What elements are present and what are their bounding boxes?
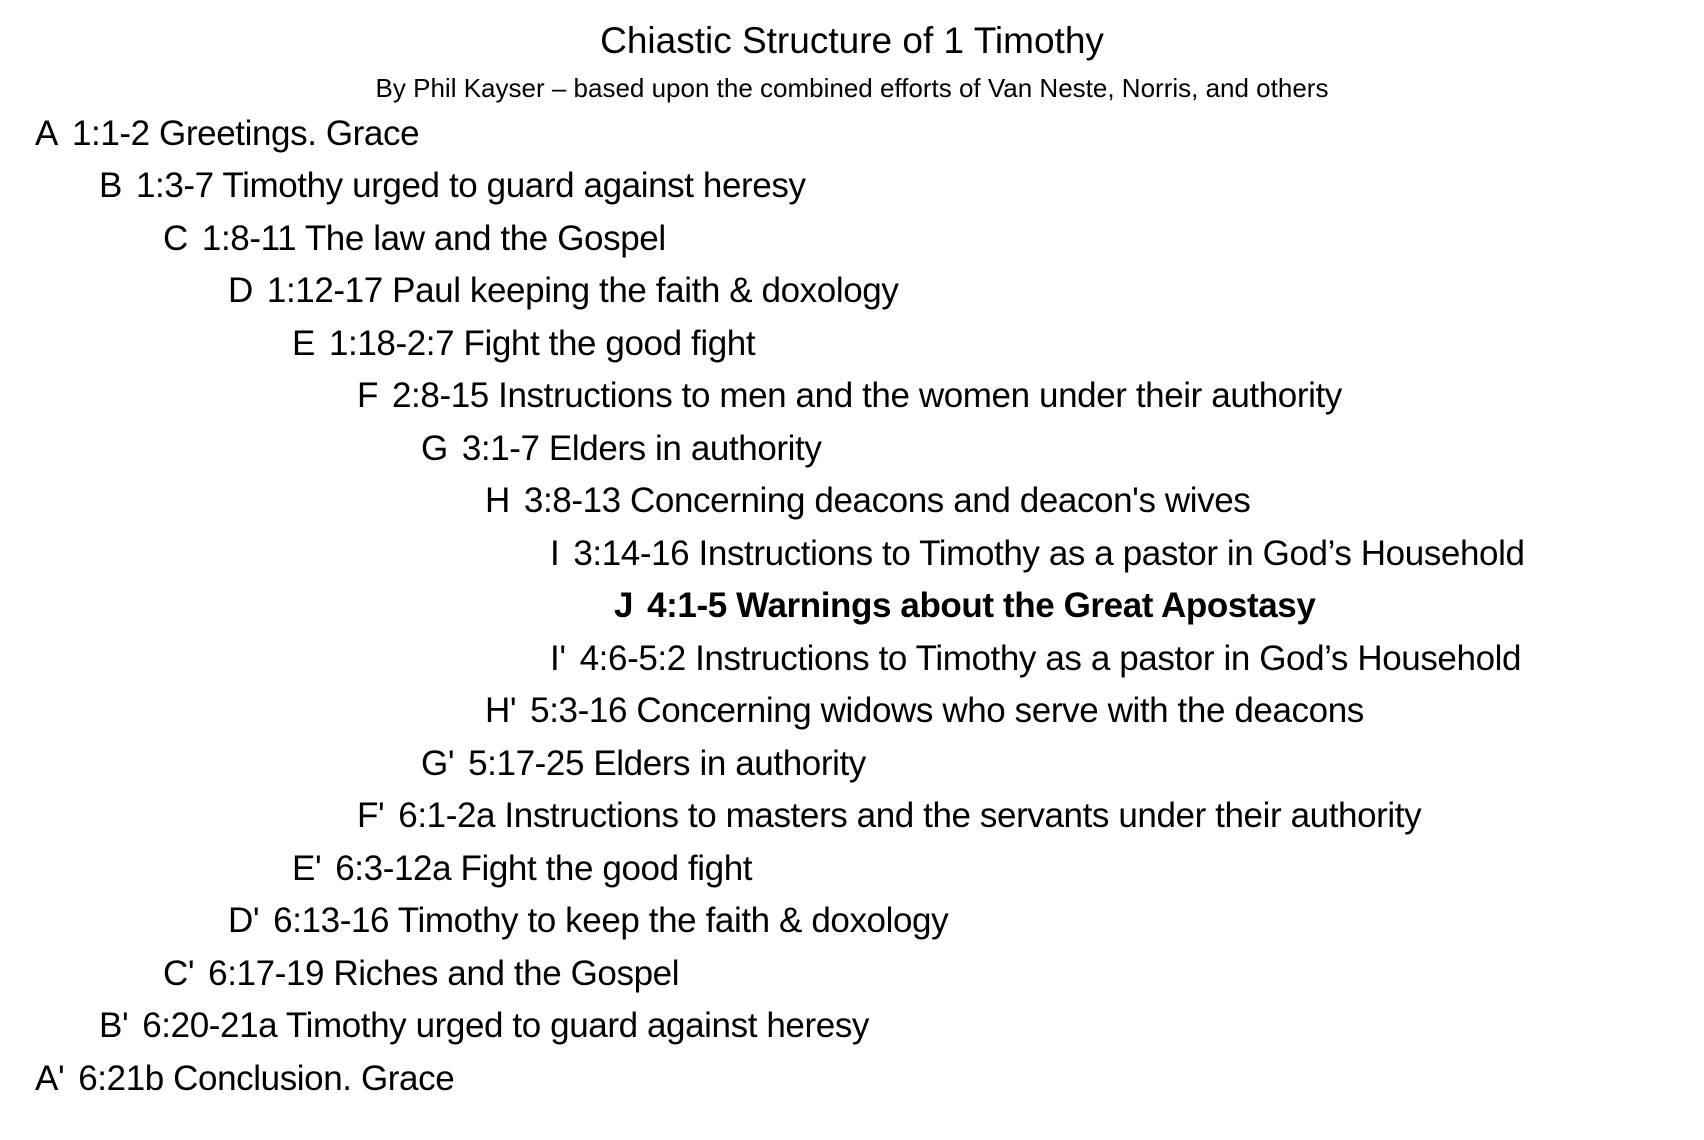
outline-row-g-prime — [421, 740, 866, 788]
outline-row-a-prime — [35, 1055, 454, 1103]
outline-row-h — [485, 477, 1250, 525]
outline-row-h-prime — [485, 687, 1364, 735]
outline-text: 1:18-2:7 Fight the good fight — [328, 324, 756, 363]
outline-text: 3:8-13 Concerning deacons and deacon's wives — [523, 481, 1251, 520]
outline-text: 6:17-19 Riches and the Gospel — [208, 954, 680, 993]
document-title: Chiastic Structure of 1 Timothy — [600, 20, 1104, 61]
outline-label: D — [228, 271, 253, 310]
outline-row-f-prime — [357, 792, 1421, 840]
outline-label: H' — [485, 691, 517, 730]
outline-text: 1:1-2 Greetings. Grace — [71, 114, 420, 153]
outline-text: 4:6-5:2 Instructions to Timothy as a pastor in God’s Household — [579, 639, 1522, 678]
outline-row-e — [292, 320, 755, 368]
outline-label: C' — [163, 954, 195, 993]
outline-label: G — [421, 429, 448, 468]
outline-label: E — [292, 324, 315, 363]
outline-label: A' — [35, 1059, 65, 1098]
outline-label: F — [357, 376, 378, 415]
outline-row-d-prime — [228, 897, 948, 945]
outline-label: F' — [357, 796, 385, 835]
outline-label: C — [163, 219, 188, 258]
outline-text: 3:14-16 Instructions to Timothy as a pastor in God’s Household — [573, 534, 1525, 573]
outline-row-c — [163, 215, 666, 263]
outline-row-a — [35, 110, 419, 158]
outline-row-j-center — [614, 582, 1315, 630]
outline-text: 1:3-7 Timothy urged to guard against heresy — [135, 166, 806, 205]
outline-text: 6:13-16 Timothy to keep the faith & doxology — [273, 901, 949, 940]
outline-label: D' — [228, 901, 260, 940]
outline-text: 6:20-21a Timothy urged to guard against heresy — [142, 1006, 870, 1045]
outline-text: 6:3-12a Fight the good fight — [335, 849, 753, 888]
outline-text: 2:8-15 Instructions to men and the women under their authority — [391, 376, 1342, 415]
outline-text: 6:21b Conclusion. Grace — [78, 1059, 455, 1098]
outline-row-b-prime — [99, 1002, 869, 1050]
outline-label: H — [485, 481, 510, 520]
outline-label: B — [99, 166, 122, 205]
outline-row-c-prime — [163, 950, 679, 998]
outline-text: 1:8-11 The law and the Gospel — [201, 219, 666, 258]
outline-text: 5:3-16 Concerning widows who serve with the deacons — [530, 691, 1364, 730]
outline-label: B' — [99, 1006, 129, 1045]
outline-text: 1:12-17 Paul keeping the faith & doxology — [266, 271, 899, 310]
outline-label: J — [614, 586, 634, 625]
outline-row-d — [228, 267, 898, 315]
outline-row-f — [357, 372, 1342, 420]
outline-row-e-prime — [292, 845, 752, 893]
outline-text: 5:17-25 Elders in authority — [468, 744, 866, 783]
outline-text: 3:1-7 Elders in authority — [461, 429, 822, 468]
outline-row-g — [421, 425, 821, 473]
outline-text: 4:1-5 Warnings about the Great Apostasy — [647, 586, 1316, 625]
outline-label: I — [550, 534, 560, 573]
outline-label: E' — [292, 849, 322, 888]
outline-label: G' — [421, 744, 455, 783]
outline-row-i — [550, 530, 1525, 578]
outline-text: 6:1-2a Instructions to masters and the servants under their authority — [398, 796, 1422, 835]
outline-row-i-prime — [550, 635, 1521, 683]
outline-label: I' — [550, 639, 566, 678]
document-subtitle: By Phil Kayser – based upon the combined efforts of Van Neste, Norris, and others — [375, 73, 1329, 103]
outline-label: A — [35, 114, 58, 153]
outline-row-b — [99, 162, 806, 210]
